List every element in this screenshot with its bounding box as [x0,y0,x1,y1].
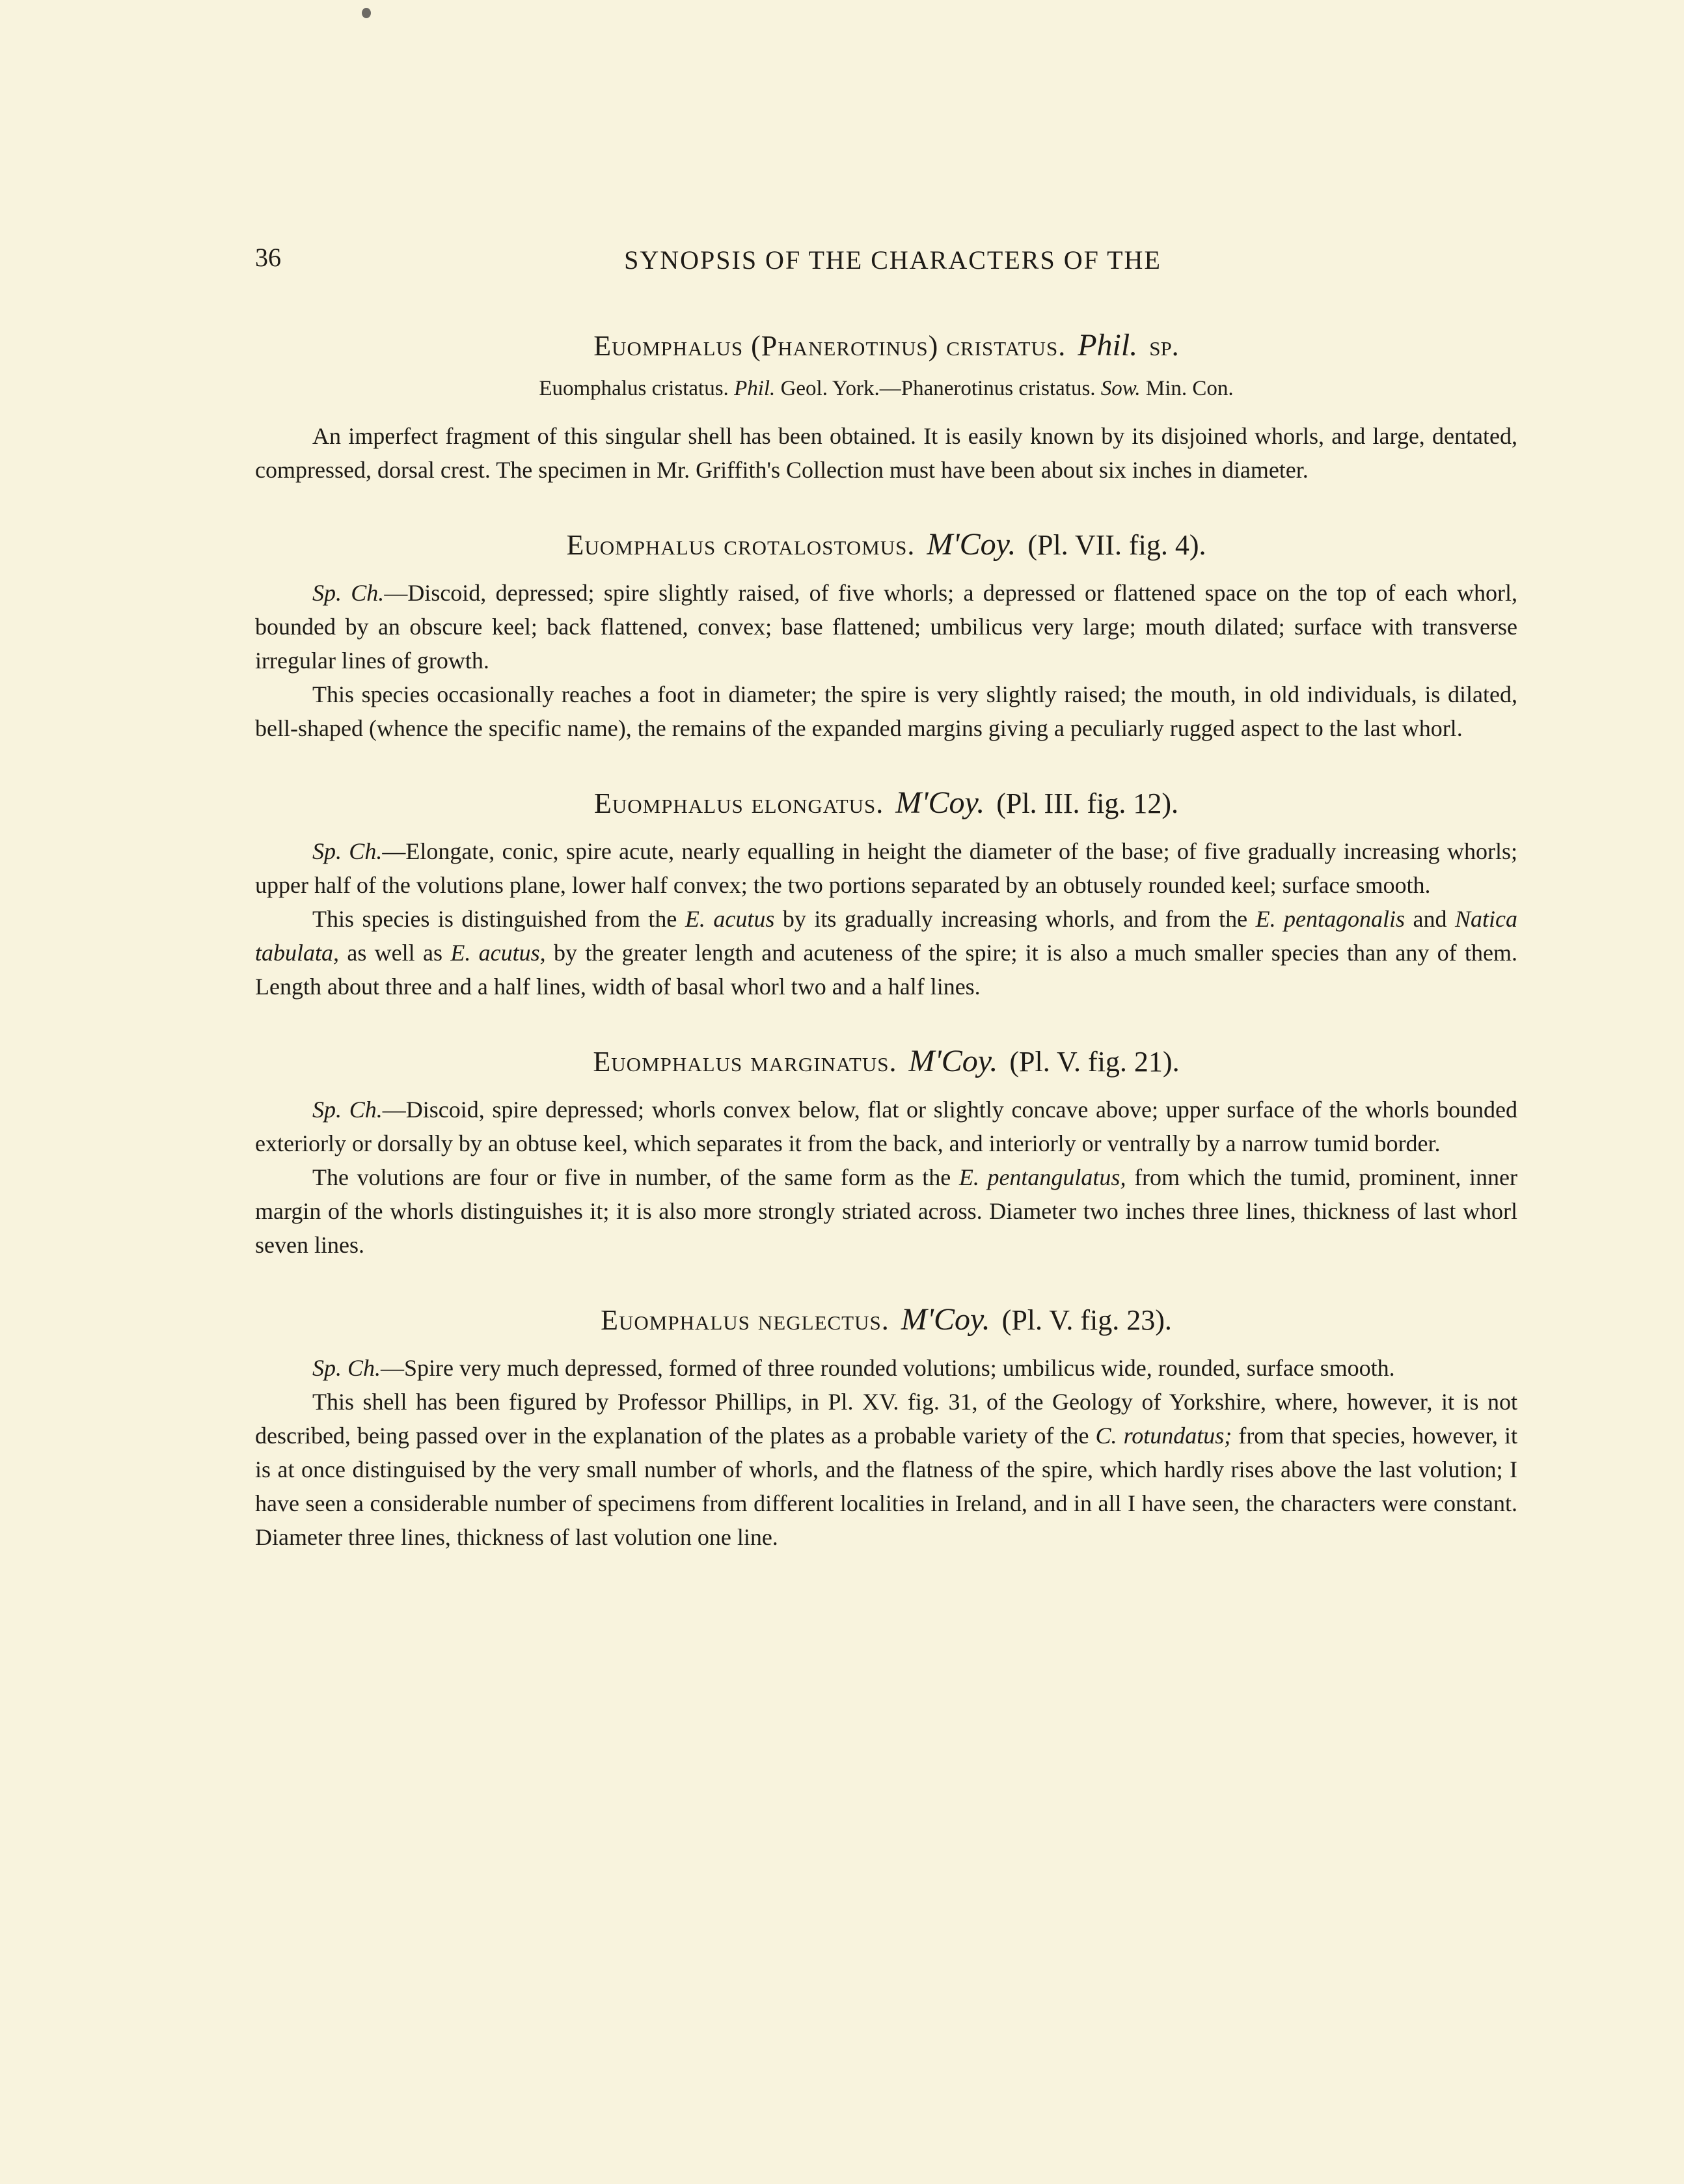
sp-ch-text: —Elongate, conic, spire acute, nearly equalling in height the diameter of the base; of five gradually increasing whorls; upper half of the volutions plane, lower half convex; the two portions separated by an obtusely rounded keel; surface smooth. [255,838,1517,898]
synonymy-reference-2: Min. Con. [1145,377,1234,400]
species-name: Euomphalus neglectus. [601,1304,890,1336]
species-name: Euomphalus crotalostomus. [566,529,916,561]
species-heading [255,525,1517,566]
page-header [255,242,1530,281]
species-author: M'Coy. [901,1302,990,1337]
synonymy-line [255,377,1517,401]
species-heading [255,1300,1517,1341]
species-sp: sp. [1149,330,1179,362]
plate-reference: (Pl. V. fig. 23). [1001,1304,1172,1336]
species-heading [255,1041,1517,1082]
species-name: Euomphalus elongatus. [593,787,884,819]
sp-ch-label: Sp. Ch. [312,1355,381,1381]
plate-reference: (Pl. V. fig. 21). [1009,1046,1180,1078]
specific-characters-paragraph [255,834,1517,902]
synonymy-author-2: Sow. [1100,377,1141,400]
sp-ch-label: Sp. Ch. [312,1097,383,1123]
text-run: by the greater length and acuteness of the spire; it is also a much smaller species than any of them. Length about three and a half lines, width of basal whorl two and a half lines. [255,940,1517,1000]
section-euomphalus-elongatus [255,783,1517,1003]
description-paragraph: An imperfect fragment of this singular shell has been obtained. It is easily known by its disjoined whorls, and large, dentated, compressed, dorsal crest. The specimen in Mr. Griffith's Collection must have been about six inches in diameter. [255,423,1517,483]
synonymy-author: Phil. [734,377,776,400]
description-paragraph [255,1385,1517,1554]
species-ref-italic: E. pentangulatus, [958,1164,1126,1190]
species-author: M'Coy. [927,527,1016,562]
species-author: M'Coy. [908,1044,998,1078]
species-ref-italic: E. acutus, [450,940,546,966]
synonymy-name: Euomphalus cristatus. [539,377,729,400]
synonymy-reference: Geol. York.—Phanerotinus cristatus. [780,377,1096,400]
species-ref-italic: C. rotundatus; [1095,1423,1232,1449]
sp-ch-label: Sp. Ch. [312,580,385,606]
specific-characters-paragraph [255,1093,1517,1160]
text-run: The volutions are four or five in number, of the same form as the [312,1164,959,1190]
species-ref-italic: E. acutus [685,906,775,932]
text-run: by its gradually increasing whorls, and from the [774,906,1256,932]
sp-ch-text: —Discoid, depressed; spire slightly raised, of five whorls; a depressed or flattened space on the top of each whorl, bounded by an obscure keel; back flattened, convex; base flattened; umbilicus very large; mouth dilated; surface with transverse irregular lines of growth. [255,580,1518,674]
text-run: from which the tumid, prominent, inner margin of the whorls distinguishes it; it is also more strongly striated across. Diameter two inches three lines, thickness of last whorl seven lines. [255,1164,1518,1258]
species-name: Euomphalus (Phanerotinus) cristatus. [593,330,1066,362]
sp-ch-text: —Discoid, spire depressed; whorls convex below, flat or slightly concave above; upper surface of the whorls bounded exteriorly or dorsally by an obtuse keel, which separates it from the back, and interiorly or ventrally by a narrow tumid border. [255,1097,1518,1156]
text-run: This species is distinguished from the [312,906,685,932]
section-euomphalus-cristatus [255,325,1517,487]
species-ref-italic: E. pentagonalis [1255,906,1406,932]
section-euomphalus-neglectus [255,1300,1517,1554]
sp-ch-text: —Spire very much depressed, formed of three rounded volutions; umbilicus wide, rounded, surface smooth. [381,1355,1395,1381]
description-paragraph [255,902,1517,1003]
species-author: Phil. [1078,328,1138,362]
section-euomphalus-crotalostomus [255,525,1517,745]
ink-speck [362,8,371,18]
description-paragraph: This species occasionally reaches a foot in diameter; the spire is very slightly raised; the mouth, in old individuals, is dilated, bell-shaped (whence the specific name), the remains of the expanded margins giving a peculiarly rugged aspect to the last whorl. [255,681,1517,741]
specific-characters-paragraph [255,1351,1517,1385]
species-name: Euomphalus marginatus. [593,1046,897,1078]
text-run: This shell has been figured by Professor Phillips, in Pl. XV. fig. 31, of the Geology of Yorkshire, where, however, it is not described, being passed over in the explanation of the plates as a probable variety of the [255,1389,1517,1449]
text-run: from that species, however, it is at once distinguised by the very small number of whorls, and the flatness of the spire, which hardly rises above the last volution; I have seen a considerable number of specimens from different localities in Ireland, and in all I have seen, the characters were constant. Diameter three lines, thickness of last volution one line. [255,1423,1517,1550]
plate-reference: (Pl. III. fig. 12). [996,787,1179,819]
page-body [255,325,1517,1592]
text-run: and [1405,906,1456,932]
running-head: SYNOPSIS OF THE CHARACTERS OF THE [624,245,1161,275]
species-author: M'Coy. [895,785,985,820]
specific-characters-paragraph [255,576,1517,677]
text-run: as well as [339,940,451,966]
plate-reference: (Pl. VII. fig. 4). [1027,529,1206,561]
page-number: 36 [255,243,281,272]
description-paragraph [255,1160,1517,1262]
species-heading [255,783,1517,824]
species-heading [255,325,1517,366]
species-ref-italic: Natica tabulata, [255,906,1518,966]
section-euomphalus-marginatus [255,1041,1517,1262]
sp-ch-label: Sp. Ch. [312,838,383,864]
